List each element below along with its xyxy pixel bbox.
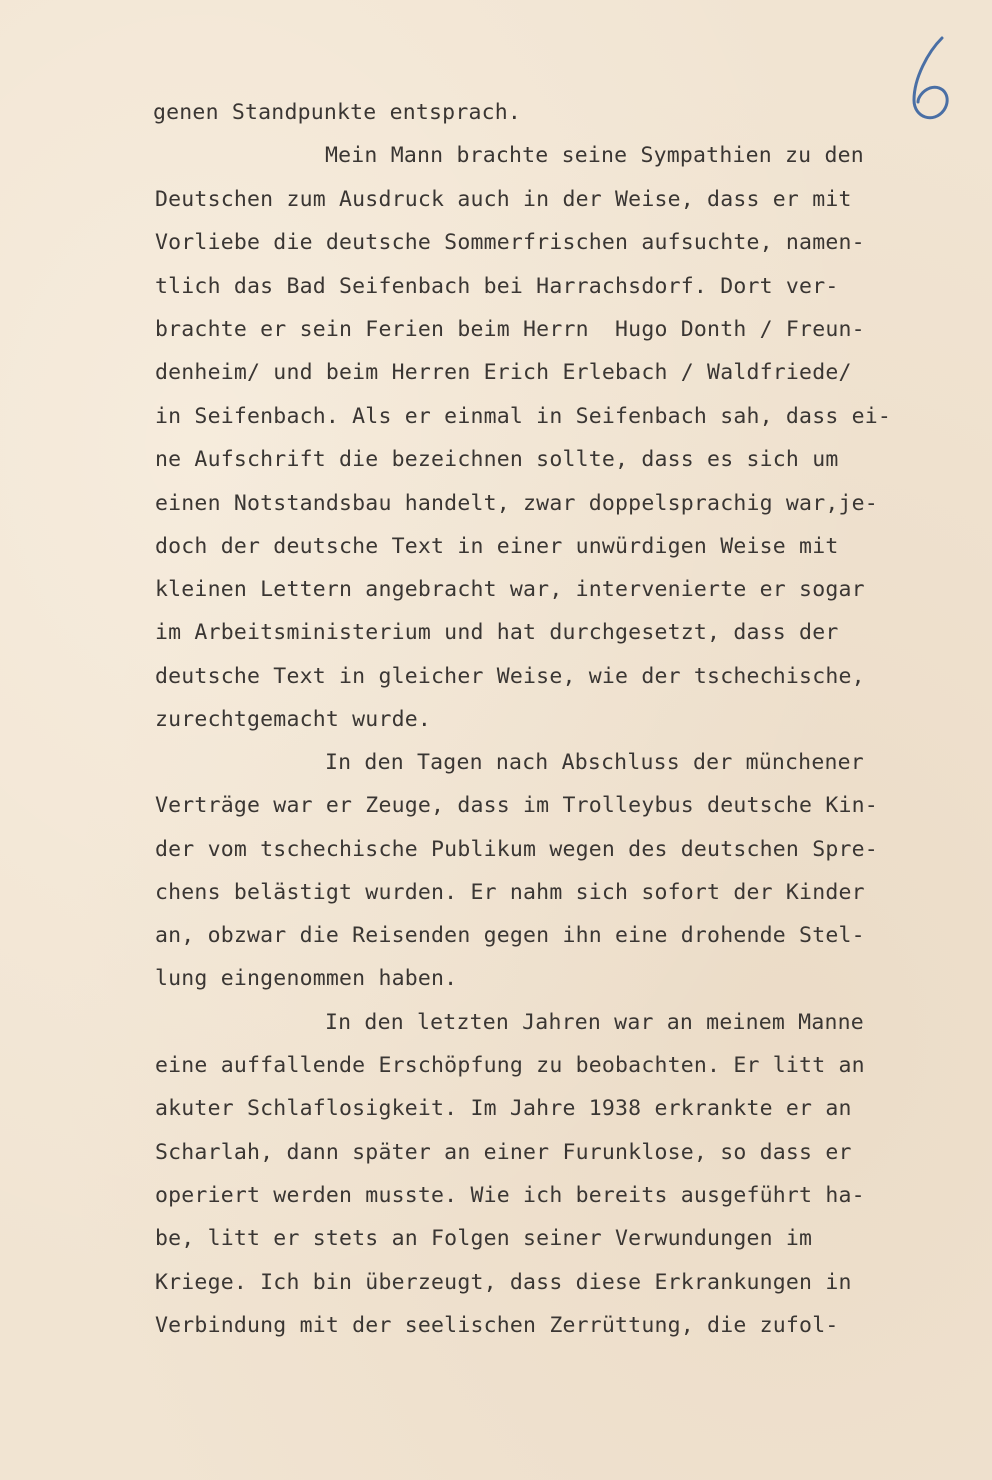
text-line: an, obzwar die Reisenden gegen ihn eine drohende Stel- [155,923,865,948]
text-line: genen Standpunkte entsprach. [153,100,522,125]
text-line: be, litt er stets an Folgen seiner Verwundungen im [155,1226,813,1251]
text-line: Scharlah, dann später an einer Furunklose, so dass er [155,1140,852,1165]
text-line: In den Tagen nach Abschluss der münchener [325,750,864,775]
text-line: akuter Schlaflosigkeit. Im Jahre 1938 erkrankte er an [155,1096,852,1121]
text-line: lung eingenommen haben. [155,966,458,991]
text-line: einen Notstandsbau handelt, zwar doppelsprachig war,je- [155,491,878,516]
text-line: Verträge war er Zeuge, dass im Trolleybus deutsche Kin- [155,793,878,818]
text-line: ne Aufschrift die bezeichnen sollte, dass es sich um [155,447,839,472]
text-line: eine auffallende Erschöpfung zu beobachten. Er litt an [155,1053,865,1078]
text-line: kleinen Lettern angebracht war, intervenierte er sogar [155,577,865,602]
text-line: zurechtgemacht wurde. [155,707,432,732]
text-line: Vorliebe die deutsche Sommerfrischen aufsuchte, namen- [155,230,865,255]
text-line: denheim/ und beim Herren Erich Erlebach / Waldfriede/ [155,360,852,385]
text-line: Deutschen zum Ausdruck auch in der Weise, dass er mit [155,187,852,212]
text-line: Verbindung mit der seelischen Zerrüttung, die zufol- [155,1313,839,1338]
text-line: brachte er sein Ferien beim Herrn Hugo Donth / Freun- [155,317,865,342]
text-line: Mein Mann brachte seine Sympathien zu den [325,143,864,168]
text-line: Kriege. Ich bin überzeugt, dass diese Erkrankungen in [155,1270,852,1295]
text-line: deutsche Text in gleicher Weise, wie der tschechische, [155,664,865,689]
text-line: In den letzten Jahren war an meinem Manne [325,1010,864,1035]
text-line: doch der deutsche Text in einer unwürdigen Weise mit [155,534,839,559]
text-line: in Seifenbach. Als er einmal in Seifenbach sah, dass ei- [155,404,892,429]
text-line: chens belästigt wurden. Er nahm sich sofort der Kinder [155,880,865,905]
text-line: operiert werden musste. Wie ich bereits ausgeführt ha- [155,1183,865,1208]
text-line: tlich das Bad Seifenbach bei Harrachsdorf. Dort ver- [155,274,839,299]
text-line: der vom tschechische Publikum wegen des deutschen Spre- [155,837,878,862]
page-number-text: 6 [970,130,971,131]
text-line: im Arbeitsministerium und hat durchgesetzt, dass der [155,620,839,645]
